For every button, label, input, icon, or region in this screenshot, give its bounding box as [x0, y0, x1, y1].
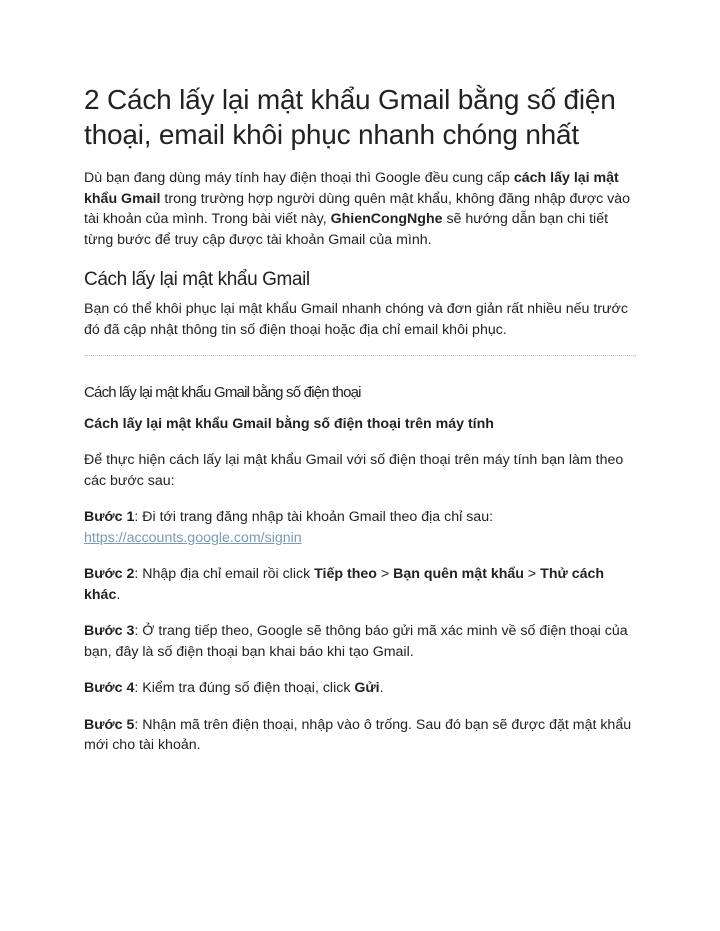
step-2-sep-2: > — [523, 566, 541, 582]
step-3-text: : Ở trang tiếp theo, Google sẽ thông báo gửi mã xác minh về số điện thoại của bạn, đây là số điện thoại bạn khai báo khi tạo Gmail. — [84, 623, 628, 660]
subsection-heading: Cách lấy lại mật khẩu Gmail bằng số điện thoại — [84, 384, 361, 401]
section-paragraph: Bạn có thể khôi phục lại mật khẩu Gmail nhanh chóng và đơn giản rất nhiều nếu trước đó đã cập nhật thông tin số điện thoại hoặc địa chỉ email khôi phục. — [84, 301, 628, 338]
step-2-end: . — [116, 586, 121, 603]
step-2-text: : Nhập địa chỉ email rồi click — [134, 566, 315, 582]
intro-text-2: trong trường hợp người dùng quên mật khẩu, không đăng nhập được vào tài khoản của mình. Trong bài viết này, — [84, 190, 631, 227]
step-5-text: : Nhận mã trên điện thoại, nhập vào ô trống. Sau đó bạn sẽ được đặt mật khẩu mới cho tài khoản. — [84, 716, 632, 753]
article-title: 2 Cách lấy lại mật khẩu Gmail bằng số điện thoại, email khôi phục nhanh chóng nhất — [84, 84, 616, 150]
step-4-end: . — [379, 680, 384, 696]
signin-link[interactable]: https://accounts.google.com/signin — [84, 529, 302, 546]
step-5-label: Bước 5 — [84, 716, 135, 733]
step-4-bold-1: Gửi — [354, 680, 380, 696]
step-2-bold-3: Thử cách khác — [84, 566, 605, 603]
step-2 — [84, 564, 636, 605]
step-1-text: : Đi tới trang đăng nhập tài khoản Gmail theo địa chỉ sau: — [134, 509, 494, 525]
steps-intro: Để thực hiện cách lấy lại mật khẩu Gmail với số điện thoại trên máy tính bạn làm theo các bước sau: — [84, 452, 624, 489]
intro-bold-1: cách lấy lại mật khẩu Gmail — [84, 170, 619, 207]
step-4-label: Bước 4 — [84, 680, 135, 696]
subsubsection-heading: Cách lấy lại mật khẩu Gmail bằng số điện thoại trên máy tính — [84, 416, 494, 432]
intro-text-3: sẽ hướng dẫn bạn chi tiết từng bước để truy cập được tài khoản Gmail của mình. — [84, 211, 609, 248]
step-2-label: Bước 2 — [84, 566, 135, 582]
step-2-sep-1: > — [376, 566, 394, 582]
section-divider — [84, 355, 636, 356]
section-heading: Cách lấy lại mật khẩu Gmail — [84, 269, 310, 290]
step-2-bold-1: Tiếp theo — [314, 566, 377, 582]
step-1-label: Bước 1 — [84, 509, 135, 525]
step-1 — [84, 507, 636, 548]
step-3-label: Bước 3 — [84, 623, 135, 639]
step-4-text: : Kiểm tra đúng số điện thoại, click — [134, 680, 355, 696]
intro-bold-2: GhienCongNghe — [330, 211, 443, 227]
step-4 — [84, 678, 636, 699]
intro-text-1: Dù bạn đang dùng máy tính hay điện thoại thì Google đều cung cấp — [84, 170, 514, 186]
step-2-bold-2: Bạn quên mật khẩu — [393, 566, 524, 582]
intro-paragraph — [84, 168, 636, 250]
step-3 — [84, 621, 636, 662]
step-5 — [84, 715, 636, 756]
